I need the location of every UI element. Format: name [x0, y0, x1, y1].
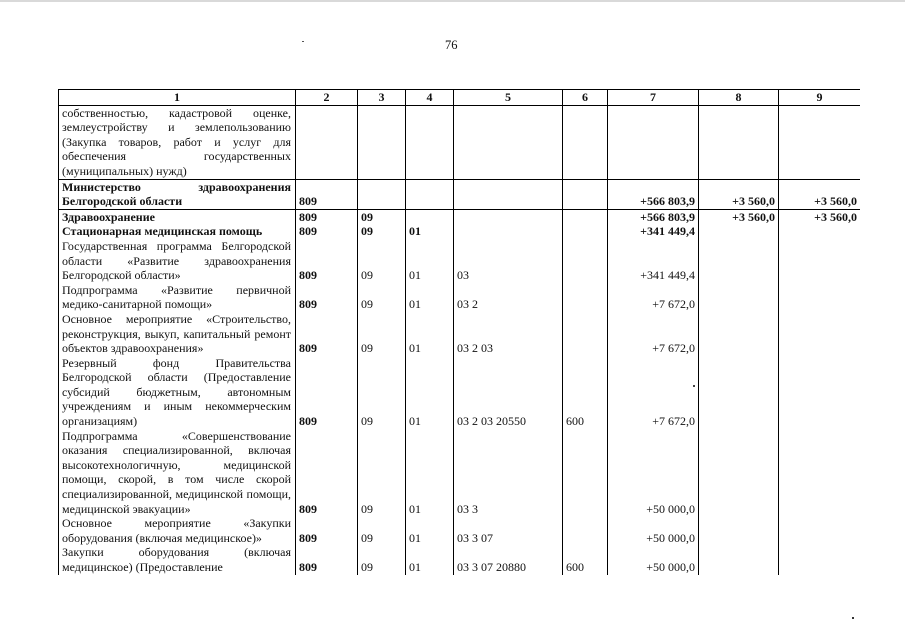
cell-expense-type	[563, 239, 608, 283]
column-header-4: 4	[406, 90, 454, 106]
cell-subsection	[406, 105, 454, 179]
cell-amount-year3	[779, 283, 861, 312]
cell-amount-year1: +341 449,4	[608, 224, 699, 239]
cell-ministry-code: 809	[296, 356, 358, 429]
row-name: Основное мероприятие «Строительство, реконструкция, выкуп, капитальный ремонт объектов здравоохранения»	[59, 312, 296, 356]
row-name: Резервный фонд Правительства Белгородской области (Предоставление субсидий бюджетным, автономным учреждениям и иным некоммерческим организациям)	[59, 356, 296, 429]
table-row	[59, 356, 861, 429]
cell-target-article: 03 2	[454, 283, 563, 312]
cell-section: 09	[358, 209, 406, 224]
row-name: Подпрограмма «Развитие первичной медико-санитарной помощи»	[59, 283, 296, 312]
table-row	[59, 516, 861, 545]
cell-target-article: 03 3 07	[454, 516, 563, 545]
cell-amount-year2	[699, 224, 779, 239]
cell-ministry-code: 809	[296, 312, 358, 356]
cell-subsection: 01	[406, 239, 454, 283]
cell-amount-year3	[779, 312, 861, 356]
table-row	[59, 179, 861, 209]
cell-amount-year3	[779, 239, 861, 283]
cell-amount-year1: +566 803,9	[608, 179, 699, 209]
cell-target-article	[454, 105, 563, 179]
cell-section: 09	[358, 312, 406, 356]
cell-amount-year2	[699, 429, 779, 517]
cell-section: 09	[358, 283, 406, 312]
cell-expense-type: 600	[563, 356, 608, 429]
row-name: Государственная программа Белгородской области «Развитие здравоохранения Белгородской области»	[59, 239, 296, 283]
row-name: Здравоохранение	[59, 209, 296, 224]
cell-section	[358, 179, 406, 209]
cell-section	[358, 105, 406, 179]
page-number: 76	[445, 38, 458, 52]
table-row	[59, 105, 861, 179]
cell-ministry-code: 809	[296, 224, 358, 239]
cell-amount-year3	[779, 224, 861, 239]
row-name: Закупки оборудования (включая медицинское) (Предоставление	[59, 545, 296, 574]
cell-amount-year1: +7 672,0	[608, 283, 699, 312]
scan-speck	[302, 41, 304, 42]
cell-amount-year2: +3 560,0	[699, 179, 779, 209]
cell-expense-type	[563, 179, 608, 209]
row-name: Подпрограмма «Совершенствование оказания специализированной, включая высокотехнологичную, медицинской помощи, скорой, в том числе скорой специализированной, медицинской помощи, медицинской эвакуации»	[59, 429, 296, 517]
column-header-2: 2	[296, 90, 358, 106]
cell-amount-year3	[779, 516, 861, 545]
column-header-8: 8	[699, 90, 779, 106]
cell-ministry-code	[296, 105, 358, 179]
cell-amount-year1: +566 803,9	[608, 209, 699, 224]
cell-subsection: 01	[406, 224, 454, 239]
cell-section: 09	[358, 224, 406, 239]
cell-section: 09	[358, 516, 406, 545]
cell-subsection: 01	[406, 356, 454, 429]
column-header-3: 3	[358, 90, 406, 106]
budget-table-wrapper	[58, 89, 860, 600]
cell-section: 09	[358, 356, 406, 429]
cell-amount-year2	[699, 283, 779, 312]
cell-amount-year3: +3 560,0	[779, 209, 861, 224]
cell-target-article	[454, 209, 563, 224]
cell-amount-year3	[779, 545, 861, 574]
row-name: собственностью, кадастровой оценке, землеустройству и землепользованию (Закупка товаров, работ и услуг для обеспечения государственных (муниципальных) нужд)	[59, 105, 296, 179]
row-name: Основное мероприятие «Закупки оборудования (включая медицинское)»	[59, 516, 296, 545]
cell-target-article: 03 2 03 20550	[454, 356, 563, 429]
cell-amount-year2	[699, 239, 779, 283]
table-row	[59, 209, 861, 224]
cell-amount-year2	[699, 105, 779, 179]
cell-target-article	[454, 224, 563, 239]
cell-ministry-code: 809	[296, 516, 358, 545]
cell-amount-year2	[699, 356, 779, 429]
cell-subsection: 01	[406, 283, 454, 312]
row-name: Министерство здравоохранения Белгородской области	[59, 179, 296, 209]
cell-subsection	[406, 209, 454, 224]
cell-expense-type	[563, 312, 608, 356]
cell-amount-year1: +50 000,0	[608, 545, 699, 574]
cell-amount-year1: +50 000,0	[608, 516, 699, 545]
cell-expense-type	[563, 209, 608, 224]
cell-target-article	[454, 179, 563, 209]
column-header-6: 6	[563, 90, 608, 106]
cell-ministry-code: 809	[296, 239, 358, 283]
cell-target-article: 03 3	[454, 429, 563, 517]
column-header-9: 9	[779, 90, 861, 106]
cell-ministry-code: 809	[296, 179, 358, 209]
cell-ministry-code: 809	[296, 283, 358, 312]
cell-subsection: 01	[406, 312, 454, 356]
cell-amount-year1: +341 449,4	[608, 239, 699, 283]
cell-expense-type	[563, 283, 608, 312]
cell-expense-type: 600	[563, 545, 608, 574]
cell-amount-year1	[608, 105, 699, 179]
cell-target-article: 03 3 07 20880	[454, 545, 563, 574]
cell-subsection: 01	[406, 516, 454, 545]
cell-section: 09	[358, 239, 406, 283]
cell-expense-type	[563, 224, 608, 239]
cell-expense-type	[563, 429, 608, 517]
cell-target-article: 03 2 03	[454, 312, 563, 356]
cell-target-article: 03	[454, 239, 563, 283]
table-row	[59, 224, 861, 239]
cell-section: 09	[358, 545, 406, 574]
cell-amount-year2: +3 560,0	[699, 209, 779, 224]
cell-expense-type	[563, 516, 608, 545]
cell-subsection: 01	[406, 429, 454, 517]
table-row	[59, 429, 861, 517]
cell-ministry-code: 809	[296, 545, 358, 574]
cell-amount-year2	[699, 545, 779, 574]
table-row	[59, 239, 861, 283]
cell-subsection: 01	[406, 545, 454, 574]
scan-edge	[0, 0, 905, 2]
cell-amount-year2	[699, 516, 779, 545]
cell-amount-year1: +7 672,0	[608, 312, 699, 356]
cell-amount-year1: +7 672,0	[608, 356, 699, 429]
column-header-7: 7	[608, 90, 699, 106]
table-row	[59, 545, 861, 574]
cell-ministry-code: 809	[296, 429, 358, 517]
row-name: Стационарная медицинская помощь	[59, 224, 296, 239]
cell-amount-year2	[699, 312, 779, 356]
cell-section: 09	[358, 429, 406, 517]
cell-expense-type	[563, 105, 608, 179]
cell-subsection	[406, 179, 454, 209]
cell-amount-year3	[779, 356, 861, 429]
cell-amount-year3: +3 560,0	[779, 179, 861, 209]
cell-amount-year3	[779, 429, 861, 517]
cell-amount-year3	[779, 105, 861, 179]
cell-ministry-code: 809	[296, 209, 358, 224]
cell-amount-year1: +50 000,0	[608, 429, 699, 517]
table-row	[59, 283, 861, 312]
column-header-5: 5	[454, 90, 563, 106]
table-header-row	[59, 90, 861, 106]
column-header-1: 1	[59, 90, 296, 106]
scan-speck	[852, 617, 854, 619]
table-row	[59, 312, 861, 356]
budget-table	[58, 89, 860, 575]
